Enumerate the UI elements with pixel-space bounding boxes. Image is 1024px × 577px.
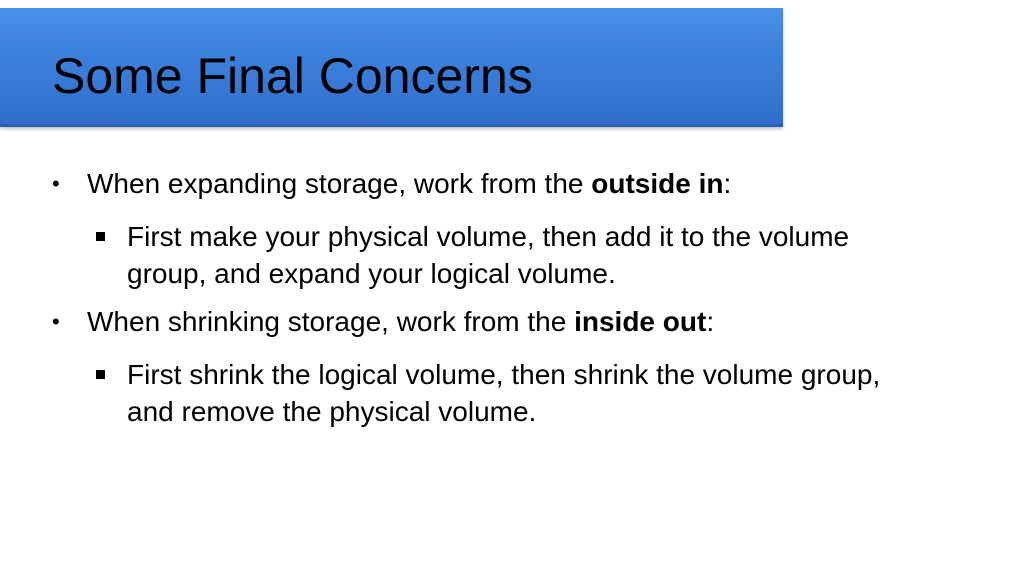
- round-bullet-icon: •: [52, 309, 60, 334]
- square-bullet-icon: [96, 370, 105, 379]
- bullet-item: [52, 165, 952, 202]
- bullet-text: When expanding storage, work from the outside in:: [87, 168, 732, 199]
- round-bullet-icon: •: [52, 171, 60, 196]
- sub-bullet-text: First shrink the logical volume, then shrink the volume group, and remove the physical volume.: [127, 359, 881, 427]
- emphasis-text: inside out: [574, 306, 707, 337]
- emphasis-text: outside in: [591, 168, 724, 199]
- sub-bullet-item: [96, 356, 896, 430]
- bullet-text: When shrinking storage, work from the inside out:: [87, 306, 715, 337]
- slide-title: Some Final Concerns: [52, 48, 533, 104]
- sub-bullet-item: [96, 218, 936, 292]
- sub-bullet-text: First make your physical volume, then add it to the volume group, and expand your logical volume.: [127, 221, 850, 289]
- bullet-item: [52, 303, 952, 340]
- square-bullet-icon: [96, 232, 105, 241]
